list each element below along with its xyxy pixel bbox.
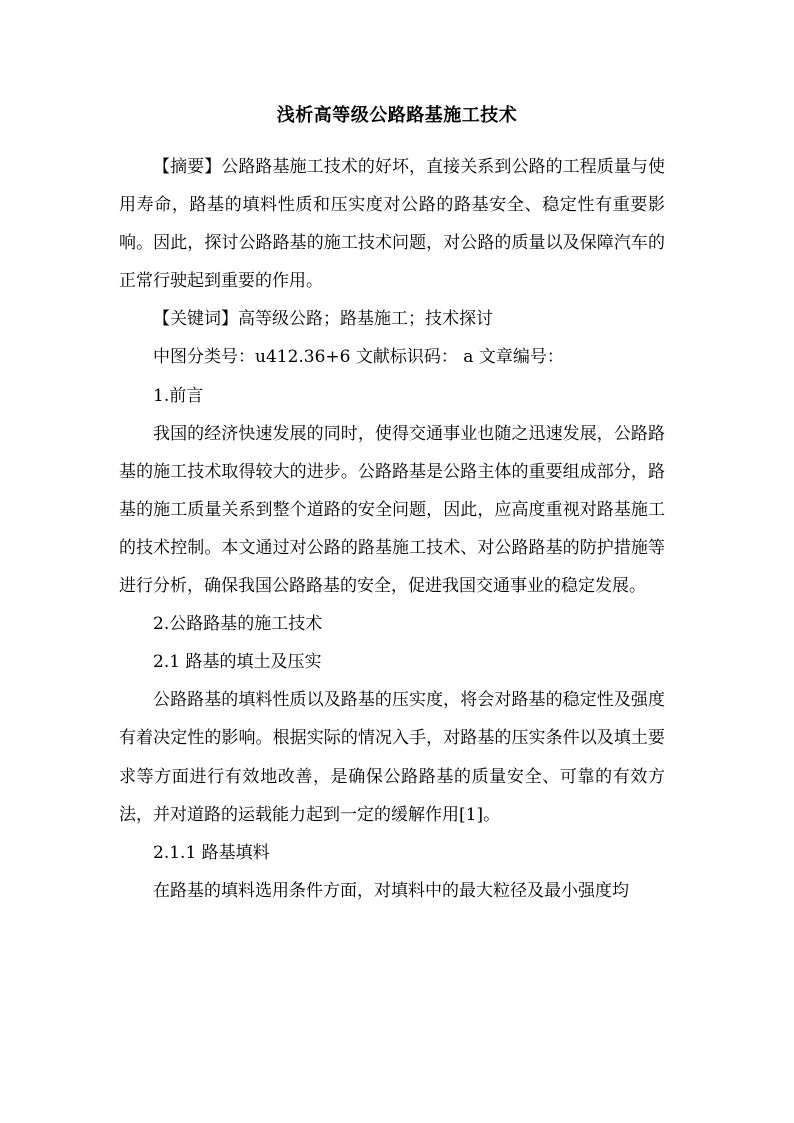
subsubsection-heading-subgrade-fill: 2.1.1 路基填料 [153, 842, 270, 863]
section-heading-construction-technology: 2.公路路基的施工技术 [153, 614, 323, 635]
subgrade-fill-paragraph: 在路基的填料选用条件方面，对填料中的最大粒径及最小强度均 [153, 880, 629, 901]
document-title: 浅析高等级公路路基施工技术 [276, 105, 518, 126]
preface-paragraph: 我国的经济快速发展的同时，使得交通事业也随之迅速发展，公路路基的施工技术取得较大的进步。公路路基是公路主体的重要组成部分，路基的施工质量关系到整个道路的安全问题，因此，应高度重视对路基施工的技术控制。本文通过对公路的路基施工技术、对公路路基的防护措施等进行分析，确保我国公路路基的安全，促进我国交通事业的稳定发展。 [119, 423, 665, 597]
document-body [119, 148, 665, 910]
keywords-paragraph: 【关键词】高等级公路；路基施工；技术探讨 [153, 309, 493, 330]
section-heading-preface: 1.前言 [153, 385, 204, 406]
classification-paragraph: 中图分类号：u412.36+6 文献标识码： a 文章编号： [153, 347, 564, 368]
fill-compaction-paragraph: 公路路基的填料性质以及路基的压实度，将会对路基的稳定性及强度有着决定性的影响。根据实际的情况入手，对路基的压实条件以及填土要求等方面进行有效地改善，是确保公路路基的质量安全、可靠的有效方法，并对道路的运载能力起到一定的缓解作用[1]。 [119, 690, 665, 825]
abstract-paragraph: 【摘要】公路路基施工技术的好坏，直接关系到公路的工程质量与使用寿命，路基的填料性质和压实度对公路的路基安全、稳定性有重要影响。因此，探讨公路路基的施工技术问题，对公路的质量以及保障汽车的正常行驶起到重要的作用。 [119, 157, 665, 292]
subsection-heading-fill-compaction: 2.1 路基的填土及压实 [153, 652, 322, 673]
